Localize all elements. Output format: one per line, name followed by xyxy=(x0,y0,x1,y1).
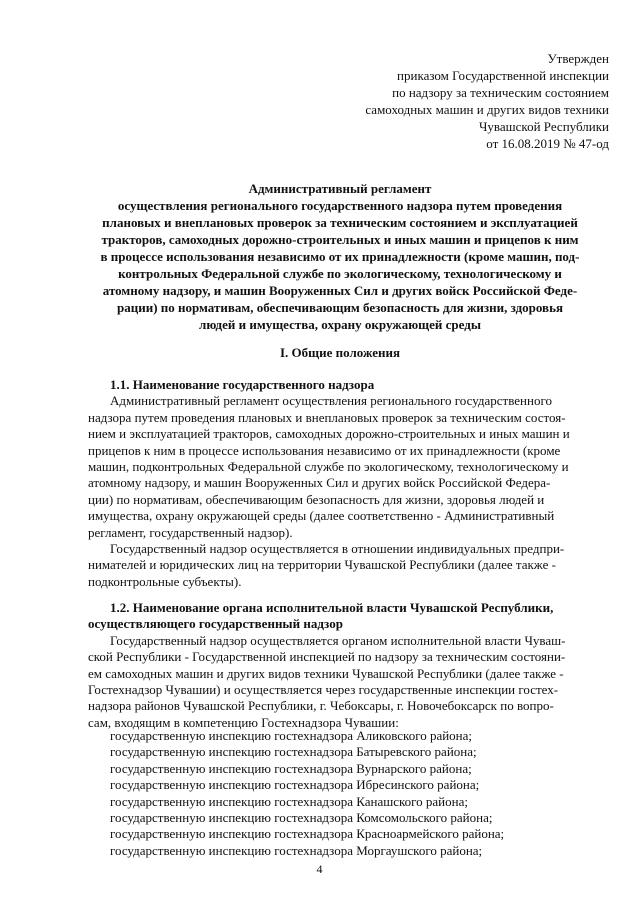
title-line: контрольных Федеральной службе по экологическому, технологическому и xyxy=(118,266,562,281)
title-line: людей и имущества, охрану окружающей среды xyxy=(199,317,481,332)
page-number: 4 xyxy=(316,862,323,876)
document-title xyxy=(80,180,600,333)
inspection-list xyxy=(110,728,504,859)
list-item: государственную инспекцию гостехнадзора Вурнарского района; xyxy=(110,760,472,776)
approval-line: по надзору за техническим состоянием xyxy=(392,85,609,100)
paragraph-line: Государственный надзор осуществляется в отношении индивидуальных предпри- xyxy=(110,541,565,557)
paragraph-line: машин, подконтрольных Федеральной службе по экологическому, технологическому и xyxy=(88,459,569,475)
title-line: Административный регламент xyxy=(248,181,432,196)
paragraph-line: надзора районов Чувашской Республики, г. Чебоксары, г. Новочебоксарск по вопро- xyxy=(88,698,554,714)
paragraph-line: Гостехнадзор Чувашии) и осуществляется через государственные инспекции гостех- xyxy=(88,682,559,698)
section-heading: I. Общие положения xyxy=(280,345,400,360)
subsection-heading: 1.1. Наименование государственного надзора xyxy=(110,377,375,392)
title-line: тракторов, самоходных дорожно-строительных и иных машин и прицепов к ним xyxy=(101,232,579,247)
paragraph-line: ции) по нормативам, обеспечивающим безопасность для жизни, здоровья людей и xyxy=(88,491,545,507)
approval-line: самоходных машин и других видов техники xyxy=(365,102,609,117)
list-item: государственную инспекцию гостехнадзора Комсомольского района; xyxy=(110,810,493,826)
paragraph-line: нием и эксплуатацией тракторов, самоходных дорожно-строительных и иных машин и xyxy=(88,426,570,442)
paragraph-line: прицепов к ним в процессе использования независимо от их принадлежности (кроме xyxy=(88,442,561,458)
subsection-heading: осуществляющего государственный надзор xyxy=(88,616,343,632)
approval-stamp xyxy=(365,50,609,152)
approval-line: Утвержден xyxy=(547,51,609,66)
paragraph-line: Государственный надзор осуществляется органом исполнительной власти Чуваш- xyxy=(110,632,566,648)
title-line: в процессе использования независимо от их принадлежности (кроме машин, под- xyxy=(100,249,580,264)
paragraph-line: регламент, государственный надзор). xyxy=(88,524,293,540)
title-line: атомному надзору, и машин Вооруженных Сил и других войск Российской Феде- xyxy=(102,283,578,298)
paragraph-line: ем самоходных машин и других видов техники Чувашской Республики (далее также - xyxy=(88,665,564,681)
paragraph-line: подконтрольные субъекты). xyxy=(88,573,242,589)
list-item: государственную инспекцию гостехнадзора Канашского района; xyxy=(110,793,468,809)
approval-line: от 16.08.2019 № 47-од xyxy=(486,136,609,151)
list-item: государственную инспекцию гостехнадзора Красноармейского района; xyxy=(110,826,505,842)
approval-line: приказом Государственной инспекции xyxy=(397,68,609,83)
paragraph-line: ской Республики - Государственной инспекцией по надзору за техническим состояни- xyxy=(88,649,566,665)
section-1-2 xyxy=(88,600,608,731)
paragraph-line: атомному надзору, и машин Вооруженных Сил и других войск Российской Федера- xyxy=(88,475,551,491)
list-item: государственную инспекцию гостехнадзора Аликовского района; xyxy=(110,728,473,743)
approval-line: Чувашской Республики xyxy=(478,119,609,134)
paragraph-line: имущества, охрану окружающей среды (далее соответственно - Административный xyxy=(88,508,555,524)
title-line: плановых и внеплановых проверок за техническим состоянием и эксплуатацией xyxy=(102,215,578,230)
paragraph-line: нимателей и юридических лиц на территории Чувашской Республики (далее также - xyxy=(88,557,556,573)
list-item: государственную инспекцию гостехнадзора Ибресинского района; xyxy=(110,777,480,793)
section-1-1 xyxy=(88,377,608,590)
title-line: рации) по нормативам, обеспечивающим безопасность для жизни, здоровья xyxy=(117,300,563,315)
list-item: государственную инспекцию гостехнадзора Моргаушского района; xyxy=(110,842,483,858)
paragraph-line: Административный регламент осуществления регионального государственного xyxy=(110,393,552,409)
title-line: осуществления регионального государственного надзора путем проведения xyxy=(117,198,563,213)
list-item: государственную инспекцию гостехнадзора Батыревского района; xyxy=(110,744,477,760)
subsection-heading: 1.2. Наименование органа исполнительной власти Чувашской Республики, xyxy=(110,600,554,615)
paragraph-line: сам, входящим в компетенцию Гостехнадзора Чувашии: xyxy=(88,714,399,730)
paragraph-line: надзора путем проведения плановых и внеплановых проверок за техническим состоя- xyxy=(88,409,566,425)
